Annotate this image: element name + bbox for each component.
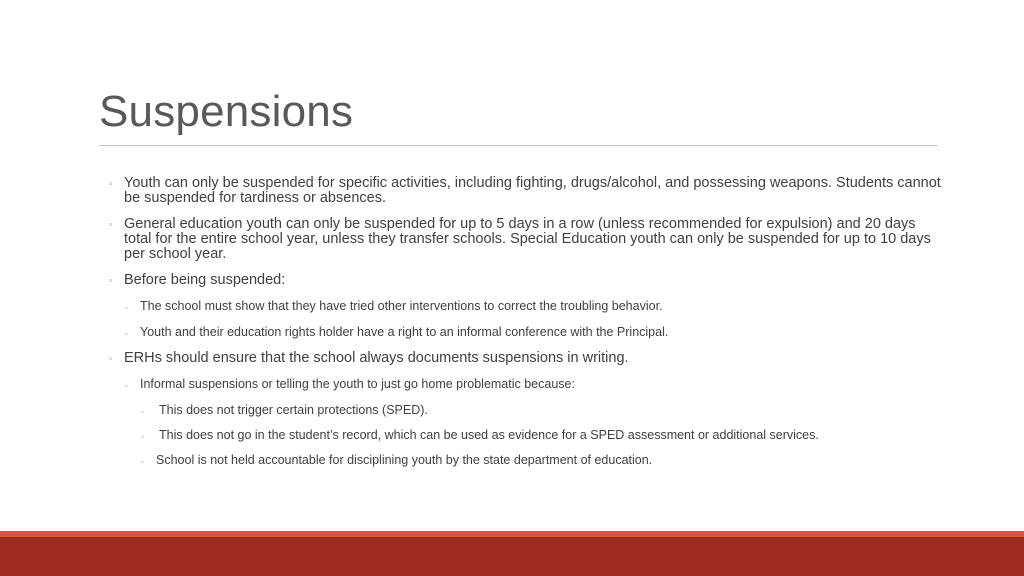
sub-sub-bullet-item	[140, 428, 944, 443]
bullet-text: This does not go in the student’s record, which can be used as evidence for a SPED assessment or additional services.	[159, 428, 819, 442]
bullet-icon: ◦	[108, 221, 114, 231]
bullet-icon: ◦	[108, 355, 114, 365]
bullet-text: The school must show that they have tried other interventions to correct the troubling behavior.	[140, 299, 663, 313]
bullet-list	[108, 176, 944, 478]
sub-sub-bullet-item	[140, 453, 944, 468]
bullet-text: Youth and their education rights holder have a right to an informal conference with the Principal.	[140, 325, 669, 339]
slide-title: Suspensions	[99, 87, 354, 136]
sub-sub-bullet-item	[140, 403, 944, 418]
bullet-text: Informal suspensions or telling the youth to just go home problematic because:	[140, 377, 575, 391]
bullet-icon: ◦	[140, 458, 145, 467]
footer-band	[0, 537, 1024, 576]
bullet-text: Before being suspended:	[124, 272, 286, 288]
bullet-icon: ◦	[108, 277, 114, 287]
bullet-item	[108, 176, 944, 206]
title-divider	[99, 145, 938, 146]
bullet-icon: ◦	[124, 382, 129, 391]
bullet-icon: ◦	[140, 433, 145, 442]
bullet-text: General education youth can only be suspended for up to 5 days in a row (unless recommended for expulsion) and 20 days total for the entire school year, unless they transfer schools. Special Education youth can only be suspended for up to 10 days per school year.	[124, 216, 931, 262]
bullet-item	[108, 217, 944, 262]
bullet-text: ERHs should ensure that the school always documents suspensions in writing.	[124, 350, 629, 366]
sub-bullet-item	[124, 299, 944, 314]
bullet-icon: ◦	[108, 180, 114, 190]
bullet-icon: ◦	[124, 330, 129, 339]
bullet-item	[108, 273, 944, 288]
bullet-icon: ◦	[140, 408, 145, 417]
bullet-text: Youth can only be suspended for specific activities, including fighting, drugs/alcohol, and possessing weapons. Students cannot be suspended for tardiness or absences.	[124, 175, 941, 206]
bullet-icon: ◦	[124, 304, 129, 313]
bullet-text: This does not trigger certain protections (SPED).	[159, 403, 428, 417]
sub-bullet-item	[124, 377, 944, 392]
sub-bullet-item	[124, 325, 944, 340]
bullet-item	[108, 351, 944, 366]
bullet-text: School is not held accountable for disciplining youth by the state department of education.	[156, 453, 653, 467]
